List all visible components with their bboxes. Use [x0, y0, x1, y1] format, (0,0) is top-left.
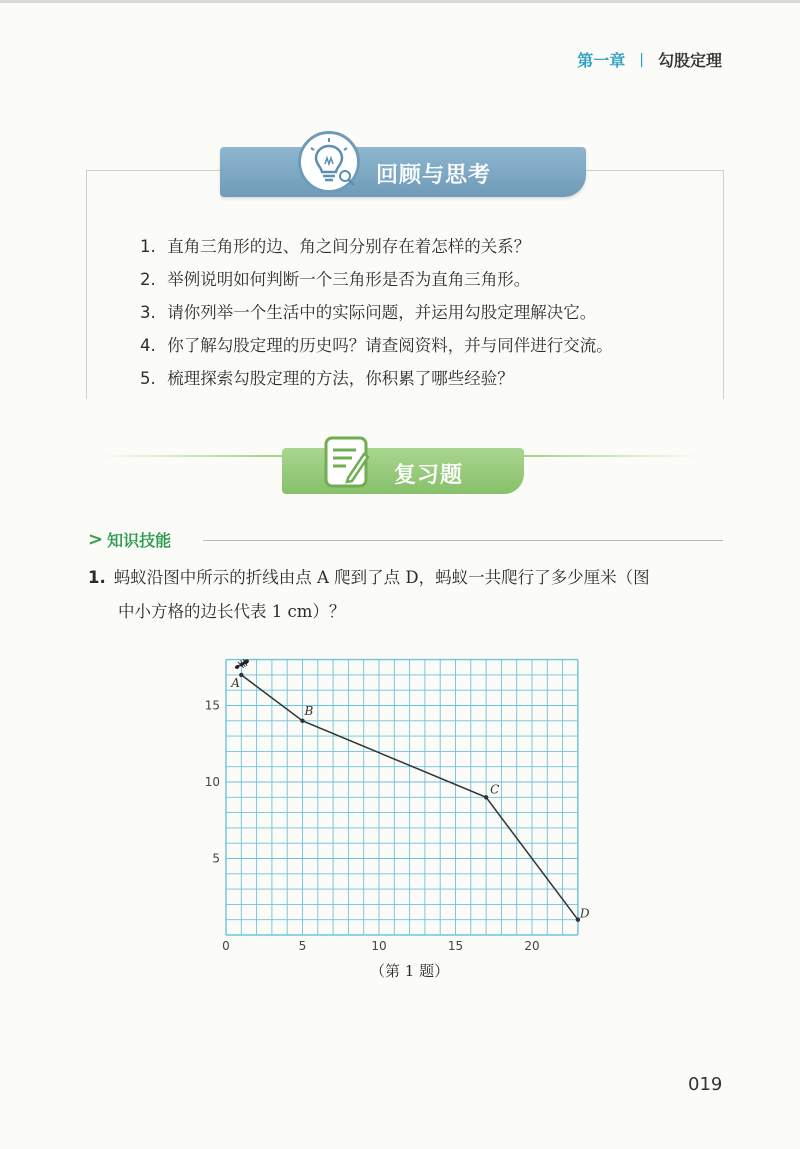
x-tick-label: 20	[524, 938, 540, 950]
item-text: 请你列举一个生活中的实际问题，并运用勾股定理解决它。	[167, 303, 597, 322]
question-text-1: 蚂蚁沿图中所示的折线由点 A 爬到了点 D，蚂蚁一共爬行了多少厘米（图	[113, 568, 650, 587]
chart-svg	[196, 640, 606, 950]
y-tick-label: 5	[212, 851, 220, 866]
question-1	[88, 561, 728, 629]
x-tick-label: 5	[298, 938, 307, 950]
item-number: 4.	[140, 336, 156, 355]
page-number: 019	[688, 1074, 723, 1095]
item-number: 5.	[140, 369, 156, 388]
point-marker-b	[300, 719, 304, 723]
review-title: 回顾与思考	[376, 162, 492, 188]
section-label: 勾股定理	[657, 51, 722, 70]
question-line-1	[88, 561, 728, 595]
x-tick-label: 10	[371, 938, 387, 950]
chapter-label: 第一章	[577, 51, 626, 70]
x-tick-label: 15	[447, 938, 464, 950]
exercise-title: 复习题	[394, 462, 464, 488]
item-number: 1.	[140, 237, 156, 256]
item-text: 梳理探索勾股定理的方法，你积累了哪些经验？	[167, 369, 514, 388]
item-number: 3.	[140, 303, 156, 322]
skills-rule	[203, 540, 723, 541]
lightbulb-icon	[298, 131, 360, 193]
header-separator: |	[639, 51, 644, 68]
point-label-a: A	[231, 675, 240, 690]
item-number: 2.	[140, 270, 156, 289]
item-text: 直角三角形的边、角之间分别存在着怎样的关系？	[167, 237, 531, 256]
y-tick-label: 10	[204, 775, 220, 789]
grid-chart	[196, 640, 606, 954]
review-item	[140, 362, 613, 395]
item-text: 举例说明如何判断一个三角形是否为直角三角形。	[167, 270, 531, 289]
figure-caption: （第 1 题）	[370, 962, 450, 980]
chevron-right-icon: >	[88, 529, 104, 550]
skills-label: 知识技能	[107, 531, 172, 550]
y-tick-label: 15	[204, 698, 220, 713]
item-text: 你了解勾股定理的历史吗？请查阅资料，并与同伴进行交流。	[167, 336, 613, 355]
point-label-b: B	[304, 703, 314, 718]
top-border	[0, 0, 800, 3]
review-item	[140, 296, 613, 329]
point-label-c: C	[490, 782, 500, 797]
point-marker-c	[484, 795, 488, 799]
review-item	[140, 230, 613, 263]
review-item	[140, 329, 613, 362]
question-number: 1.	[88, 568, 106, 587]
notepad-icon	[322, 434, 372, 490]
skills-heading	[88, 528, 171, 551]
question-line-2: 中小方格的边长代表 1 cm）？	[118, 602, 346, 621]
review-list	[140, 230, 613, 395]
review-item	[140, 263, 613, 296]
running-header	[577, 48, 722, 71]
x-tick-label: 0	[222, 938, 230, 950]
point-label-d: D	[579, 906, 590, 921]
